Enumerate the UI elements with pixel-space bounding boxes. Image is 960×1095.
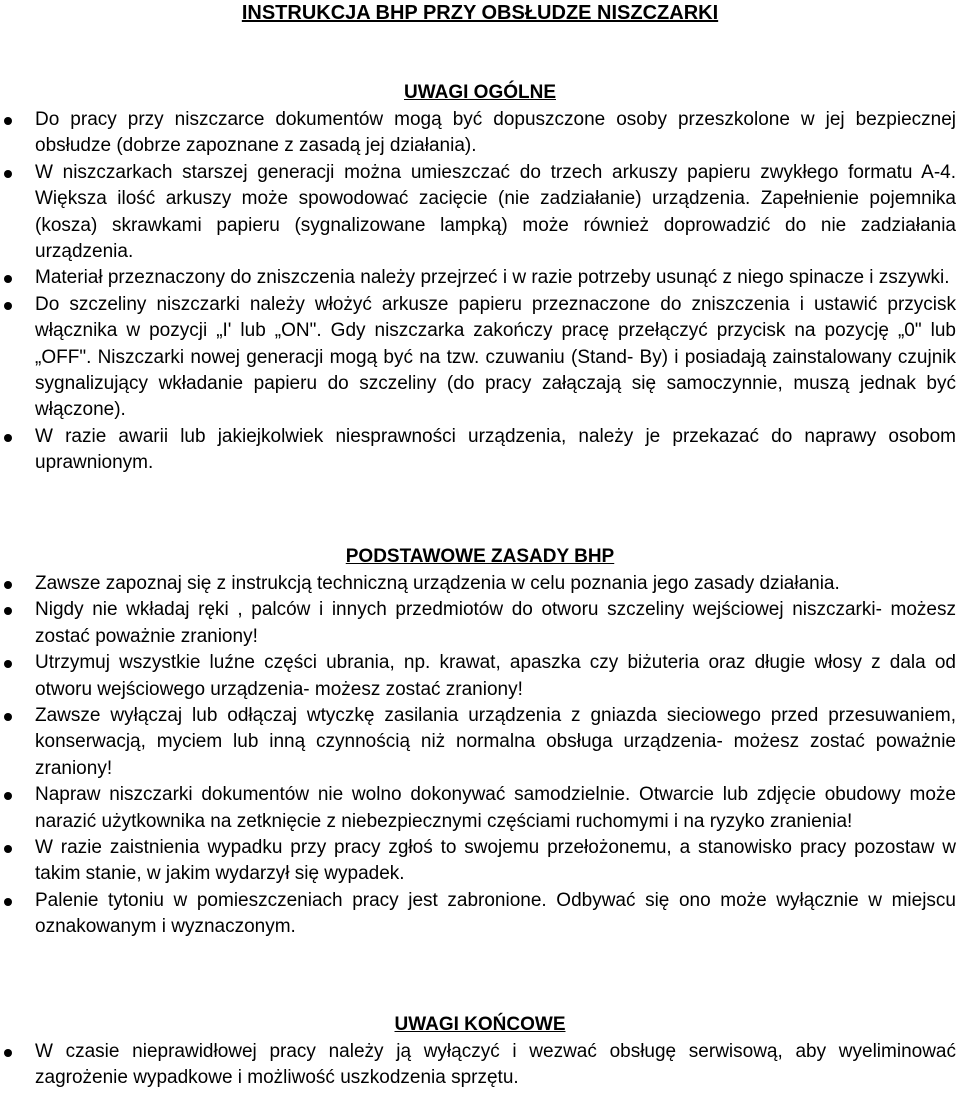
section-heading-general-notes: UWAGI OGÓLNE [404, 82, 556, 103]
list-item: W czasie nieprawidłowej pracy należy ją wyłączyć i wezwać obsługę serwisową, aby wyeliminować zagrożenie wypadkowe i możliwość uszkodzenia sprzętu. [0, 1039, 960, 1092]
bullet-icon [4, 302, 12, 310]
list-item: W razie zaistnienia wypadku przy pracy zgłoś to swojemu przełożonemu, a stanowisko pracy pozostaw w takim stanie, w jakim wydarzył się wypadek. [0, 835, 960, 888]
bullet-icon [4, 898, 12, 906]
bullet-icon [4, 170, 12, 178]
list-item: Materiał przeznaczony do zniszczenia należy przejrzeć i w razie potrzeby usunąć z niego spinacze i zszywki. [0, 265, 960, 291]
section-heading-final-notes: UWAGI KOŃCOWE [394, 1014, 566, 1035]
section-heading-basic-rules: PODSTAWOWE ZASADY BHP [345, 546, 615, 567]
bullet-icon [4, 713, 12, 721]
general-notes-list [0, 107, 960, 477]
list-item: Do pracy przy niszczarce dokumentów mogą być dopuszczone osoby przeszkolone w jej bezpiecznej obsłudze (dobrze zapoznane z zasadą jej działania). [0, 107, 960, 160]
list-item: Do szczeliny niszczarki należy włożyć arkusze papieru przeznaczone do zniszczenia i ustawić przycisk włącznika w pozycji „I' lub „ON". Gdy niszczarka zakończy pracę przełączyć przycisk na pozycję „0" lub „OFF". Niszczarki nowej generacji mogą być na tzw. czuwaniu (Stand- By) i posiadają zainstalowany czujnik sygnalizujący wkładanie papieru do szczeliny (do pracy załączają się samoczynnie, muszą jednak być włączone). [0, 292, 960, 424]
list-item: Palenie tytoniu w pomieszczeniach pracy jest zabronione. Odbywać się ono może wyłącznie w miejscu oznakowanym i wyznaczonym. [0, 888, 960, 941]
list-item: Zawsze wyłączaj lub odłączaj wtyczkę zasilania urządzenia z gniazda sieciowego przed przesuwaniem, konserwacją, myciem lub inną czynnością niż normalna obsługa urządzenia- możesz zostać poważnie zraniony! [0, 703, 960, 782]
bullet-icon [4, 434, 12, 442]
bullet-icon [4, 275, 12, 283]
list-item: W razie awarii lub jakiejkolwiek niesprawności urządzenia, należy je przekazać do naprawy osobom uprawnionym. [0, 424, 960, 477]
final-notes-list [0, 1039, 960, 1092]
list-item: Nigdy nie wkładaj ręki , palców i innych przedmiotów do otworu szczeliny wejściowej niszczarki- możesz zostać poważnie zraniony! [0, 597, 960, 650]
bullet-icon [4, 660, 12, 668]
bullet-icon [4, 117, 12, 125]
bullet-icon [4, 845, 12, 853]
document-title: INSTRUKCJA BHP PRZY OBSŁUDZE NISZCZARKI [241, 2, 719, 24]
basic-rules-list [0, 571, 960, 941]
list-item: Zawsze zapoznaj się z instrukcją techniczną urządzenia w celu poznania jego zasady działania. [0, 571, 960, 597]
bullet-icon [4, 581, 12, 589]
bullet-icon [4, 792, 12, 800]
bullet-icon [4, 1049, 12, 1057]
list-item: W niszczarkach starszej generacji można umieszczać do trzech arkuszy papieru zwykłego formatu A-4. Większa ilość arkuszy może spowodować zacięcie (nie zadziałanie) urządzenia. Zapełnienie pojemnika (kosza) skrawkami papieru (sygnalizowane lampką) może również doprowadzić do nie zadziałania urządzenia. [0, 160, 960, 266]
bullet-icon [4, 607, 12, 615]
list-item: Napraw niszczarki dokumentów nie wolno dokonywać samodzielnie. Otwarcie lub zdjęcie obudowy może narazić użytkownika na zetknięcie z niebezpiecznymi częściami ruchomymi i na ryzyko zranienia! [0, 782, 960, 835]
list-item: Utrzymuj wszystkie luźne części ubrania, np. krawat, apaszka czy biżuteria oraz długie włosy z dala od otworu wejściowego urządzenia- możesz zostać zraniony! [0, 650, 960, 703]
